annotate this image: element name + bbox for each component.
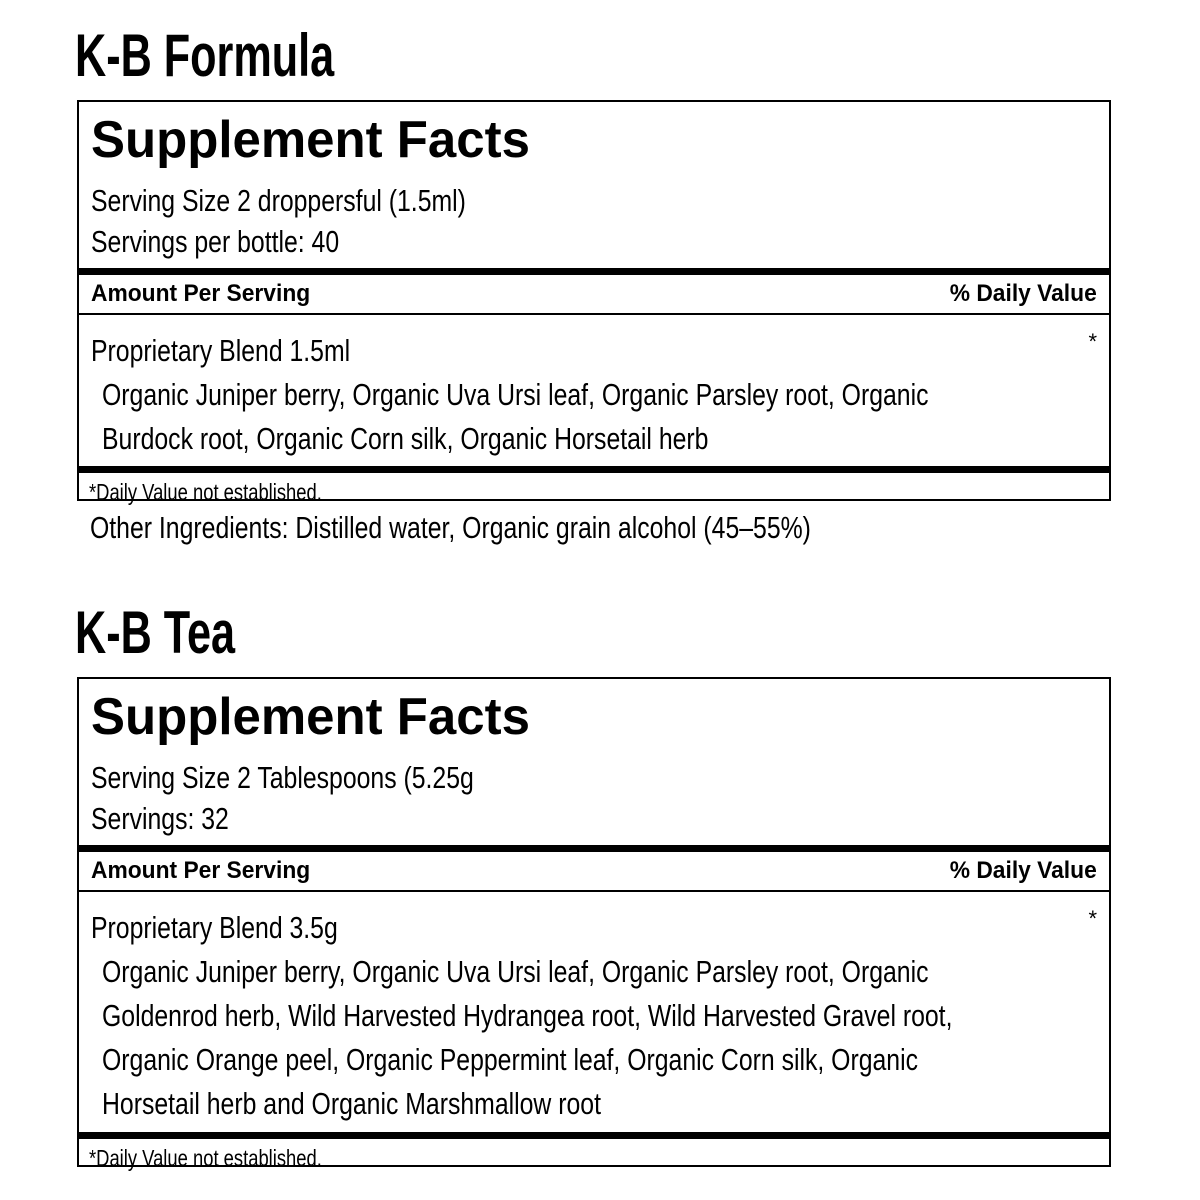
product-title: K-B Formula (75, 22, 335, 89)
serving-size: Serving Size 2 droppersful (1.5ml) (91, 183, 466, 218)
amount-header-row (79, 852, 1109, 890)
blend-dv: * (1088, 906, 1097, 931)
other-ingredients: Other Ingredients: Distilled water, Organic grain alcohol (45–55%) (90, 510, 811, 545)
divider-thick (79, 268, 1109, 275)
supplement-facts-panel (77, 677, 1111, 1171)
blend-name: Proprietary Blend 3.5g (91, 910, 338, 945)
divider-thick (79, 1132, 1109, 1139)
daily-value-header: % Daily Value (949, 857, 1097, 884)
ingredient-line: Horsetail herb and Organic Marshmallow root (102, 1086, 601, 1121)
amount-header: Amount Per Serving (91, 280, 311, 307)
blend-row (79, 892, 1109, 1132)
amount-header-row (79, 275, 1109, 313)
divider-thick (79, 466, 1109, 473)
ingredient-line: Burdock root, Organic Corn silk, Organic Horsetail herb (102, 421, 709, 456)
ingredient-line: Goldenrod herb, Wild Harvested Hydrangea root, Wild Harvested Gravel root, (102, 998, 953, 1033)
panel-heading: Supplement Facts (91, 111, 530, 169)
blend-name: Proprietary Blend 1.5ml (91, 333, 351, 368)
serving-size: Serving Size 2 Tablespoons (5.25g (91, 760, 474, 795)
servings-per-container: Servings: 32 (91, 801, 229, 836)
servings-per-container: Servings per bottle: 40 (91, 224, 340, 259)
daily-value-header: % Daily Value (949, 280, 1097, 307)
blend-dv: * (1088, 329, 1097, 354)
panel-heading: Supplement Facts (91, 688, 530, 746)
ingredient-line: Organic Juniper berry, Organic Uva Ursi leaf, Organic Parsley root, Organic (102, 377, 929, 412)
blend-row (79, 315, 1109, 466)
ingredient-line: Organic Juniper berry, Organic Uva Ursi leaf, Organic Parsley root, Organic (102, 954, 929, 989)
footnote: *Daily Value not established. (89, 479, 322, 505)
ingredient-line: Organic Orange peel, Organic Peppermint leaf, Organic Corn silk, Organic (102, 1042, 919, 1077)
supplement-facts-panel (77, 100, 1111, 505)
footnote: *Daily Value not established. (89, 1145, 322, 1171)
amount-header: Amount Per Serving (91, 857, 311, 884)
product-title: K-B Tea (75, 599, 236, 666)
divider-thick (79, 845, 1109, 852)
